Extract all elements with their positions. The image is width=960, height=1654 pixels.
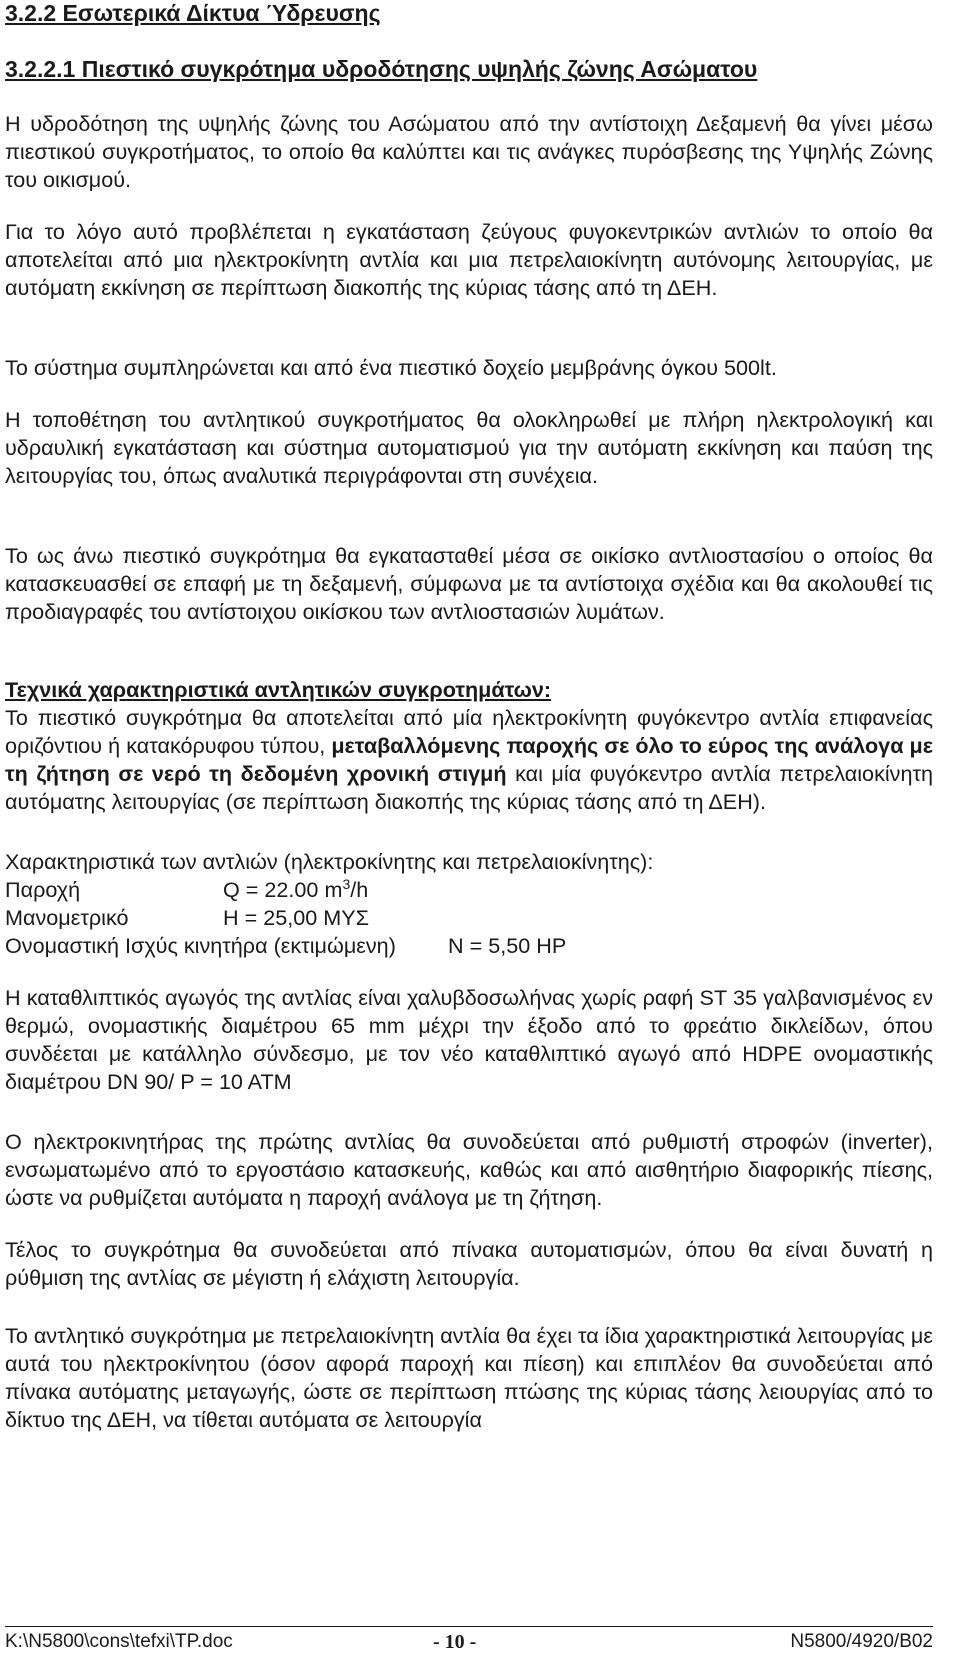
specs-block — [5, 676, 933, 816]
flow-value-number: Q = 22.00 m — [223, 877, 343, 902]
paragraph-inverter: Ο ηλεκτροκινητήρας της πρώτης αντλίας θα συνοδεύεται από ρυθμιστή στροφών (inverter), ενσωματωμένο από το εργοστάσιο κατασκευής, καθώς και από αισθητήριο διαφορικής πίεσης, ώστε να ρυθμίζεται αυτόματα η παροχή ανάλογα με τη ζήτηση. — [5, 1129, 933, 1210]
paragraph-intro: Η υδροδότηση της υψηλής ζώνης του Ασώματου από την αντίστοιχη Δεξαμενή θα γίνει μέσω πιεστικού συγκροτήματος, το οποίο θα καλύπτει και τις ανάγκες πυρόσβεσης της Υψηλής Ζώνης του οικισμού. — [5, 111, 933, 192]
specs-intro-text: Το πιεστικό συγκρότημα θα αποτελείται από μία ηλεκτροκίνητη φυγόκεντρο αντλία επιφανείας οριζόντιου ή κατακόρυφου τύπου, — [5, 705, 933, 758]
footer-file-path: K:\N5800\cons\tefxi\TP.doc — [5, 1631, 233, 1652]
spec-row-power — [5, 932, 933, 960]
footer-document-code: N5800/4920/B02 — [790, 1631, 933, 1652]
subsection-heading: 3.2.2.1 Πιεστικό συγκρότημα υδροδότησης υψηλής ζώνης Ασώματου — [5, 56, 758, 82]
section-heading: 3.2.2 Εσωτερικά Δίκτυα Ύδρευσης — [5, 0, 381, 26]
specs-intro-emphasis: μεταβαλλόμενης παροχής σε όλο το εύρος της ανάλογα με τη ζήτηση σε νερό τη δεδομένη χρονική στιγμή — [5, 733, 933, 786]
specs-intro-text-end: και μία φυγόκεντρο αντλία πετρελαιοκίνητη αυτόματης λειτουργίας (σε περίπτωση διακοπής της κύριας τάσης από τη ΔΕΗ). — [5, 761, 934, 814]
head-label: Μανομετρικό — [5, 905, 129, 930]
footer-page-number: - 10 - — [433, 1631, 477, 1653]
paragraph-diesel-pump: Το αντλητικό συγκρότημα με πετρελαιοκίνητη αντλία θα έχει τα ίδια χαρακτηριστικά λειτουργίας με αυτά του ηλεκτροκίνητου (όσον αφορά παροχή και πίεση) και επιπλέον θα συνοδεύεται από πίνακα αυτόματης μεταγωγής, ώστε σε περίπτωση πτώσης της κύριας τάσης λειουργίας από το δίκτυο της ΔΕΗ, να τίθεται αυτόματα σε λειτουργία — [5, 1323, 933, 1432]
flow-label: Παροχή — [5, 877, 81, 902]
power-label: Ονομαστική Ισχύς κινητήρα (εκτιμώμενη) — [5, 933, 396, 958]
specs-intro — [5, 705, 933, 814]
page-footer — [5, 1626, 933, 1652]
paragraph-pumps: Για το λόγο αυτό προβλέπεται η εγκατάσταση ζεύγους φυγοκεντρικών αντλιών το οποίο θα αποτελείται από μια ηλεκτροκίνητη αντλία και μια πετρελαιοκίνητη αυτόνομης λειτουργίας, με αυτόματη εκκίνηση σε περίπτωση διακοπής της κύριας τάσης από τη ΔΕΗ. — [5, 219, 933, 300]
paragraph-vessel: Το σύστημα συμπληρώνεται και από ένα πιεστικό δοχείο μεμβράνης όγκου 500lt. — [5, 355, 777, 380]
paragraph-kiosk: Το ως άνω πιεστικό συγκρότημα θα εγκατασταθεί μέσα σε οικίσκο αντλιοστασίου ο οποίος θα κατασκευασθεί σε επαφή με τη δεξαμενή, σύμφωνα με τα αντίστοιχα σχέδια και θα ακολουθεί τις προδιαγραφές του αντίστοιχου οικίσκου των αντλιοστασιών λυμάτων. — [5, 543, 933, 624]
flow-exponent: 3 — [342, 876, 351, 892]
power-value: N = 5,50 HP — [448, 933, 567, 958]
paragraph-discharge-pipe: Η καταθλιπτικός αγωγός της αντλίας είναι χαλυβδοσωλήνας χωρίς ραφή ST 35 γαλβανισμένος εν θερμώ, ονομαστικής διαμέτρου 65 mm μέχρι την έξοδο από το φρεάτιο δικλείδων, όπου συνδέεται με κατάλληλο σύνδεσμο, με τον νέο καταθλιπτικό αγωγό από HDPE ονομαστικής διαμέτρου DN 90/ P = 10 ATM — [5, 985, 933, 1094]
flow-value — [223, 876, 368, 904]
spec-row-flow — [5, 876, 933, 904]
specs-title: Τεχνικά χαρακτηριστικά αντλητικών συγκροτημάτων: — [5, 677, 552, 702]
pumps-characteristics-label: Χαρακτηριστικά των αντλιών (ηλεκτροκίνητης και πετρελαιοκίνητης): — [5, 849, 654, 874]
paragraph-installation: Η τοποθέτηση του αντλητικού συγκροτήματος θα ολοκληρωθεί με πλήρη ηλεκτρολογική και υδραυλική εγκατάσταση και σύστημα αυτοματισμού για την αυτόματη εκκίνηση και παύση της λειτουργίας του, όπως αναλυτικά περιγράφονται στη συνέχεια. — [5, 407, 933, 488]
spec-row-head — [5, 904, 933, 932]
head-value: H = 25,00 ΜΥΣ — [223, 905, 369, 930]
paragraph-control-panel: Τέλος το συγκρότημα θα συνοδεύεται από πίνακα αυτοματισμών, όπου θα είναι δυνατή η ρύθμιση της αντλίας σε μέγιστη ή ελάχιστη λειτουργία. — [5, 1237, 933, 1290]
flow-unit: /h — [350, 877, 369, 902]
